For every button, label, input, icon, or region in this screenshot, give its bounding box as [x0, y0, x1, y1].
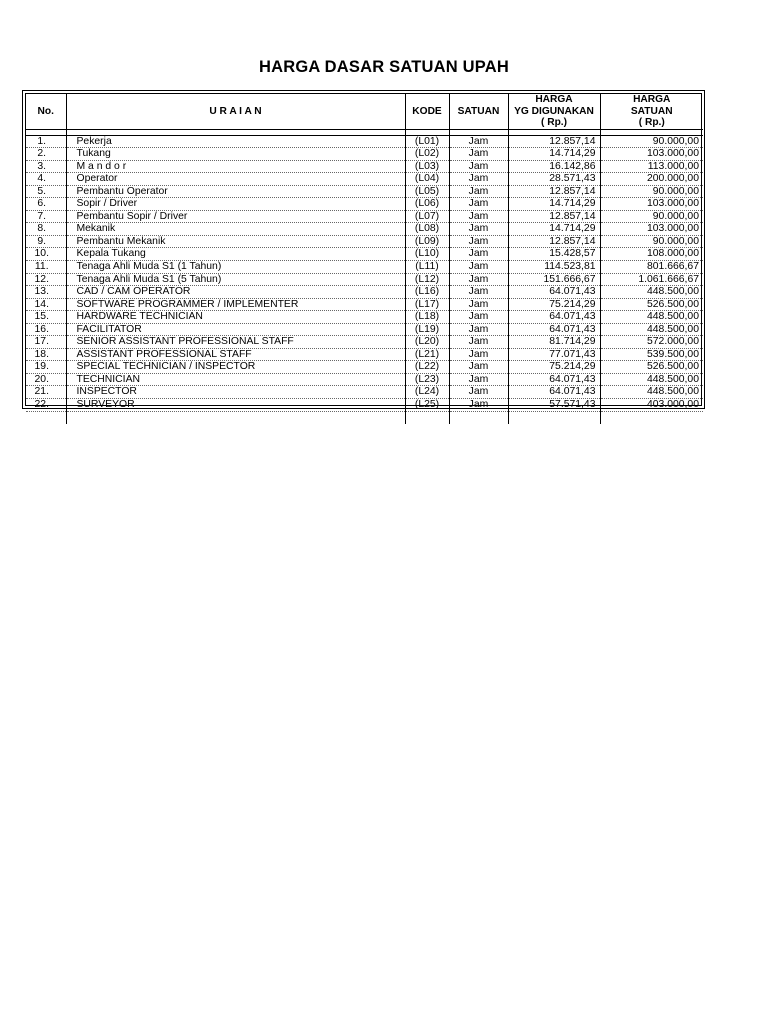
cell-harga-satuan: 113.000,00 [600, 160, 703, 173]
cell-satuan: Jam [449, 348, 508, 361]
cell-no: 16. [26, 323, 66, 336]
cell-harga-satuan: 103.000,00 [600, 198, 703, 211]
header-harga-satuan-line-1: HARGA [633, 94, 671, 105]
cell-harga-satuan: 108.000,00 [600, 248, 703, 261]
table-row [26, 160, 703, 173]
cell-uraian: FACILITATOR [66, 323, 405, 336]
cell-kode: (L05) [405, 185, 449, 198]
header-kode: KODE [405, 94, 449, 129]
table-header [26, 94, 703, 129]
cell-harga-yg-digunakan: 64.071,43 [508, 386, 600, 399]
cell-harga-satuan: 90.000,00 [600, 210, 703, 223]
cell-kode: (L18) [405, 311, 449, 324]
cell-harga-yg-digunakan: 114.523,81 [508, 260, 600, 273]
cell-kode: (L01) [405, 135, 449, 148]
cell-no: 9. [26, 235, 66, 248]
cell-harga-yg-digunakan: 14.714,29 [508, 223, 600, 236]
cell-harga-satuan: 801.666,67 [600, 260, 703, 273]
cell-kode: (L09) [405, 235, 449, 248]
cell-no: 6. [26, 198, 66, 211]
cell-no: 12. [26, 273, 66, 286]
cell-harga-yg-digunakan: 151.666,67 [508, 273, 600, 286]
cell-uraian: SOFTWARE PROGRAMMER / IMPLEMENTER [66, 298, 405, 311]
table-tail-row [26, 411, 703, 424]
cell-satuan: Jam [449, 323, 508, 336]
cell-harga-yg-digunakan: 12.857,14 [508, 185, 600, 198]
table-row [26, 298, 703, 311]
cell-uraian: Mekanik [66, 223, 405, 236]
cell-harga-satuan: 448.500,00 [600, 373, 703, 386]
table-row [26, 273, 703, 286]
table-row [26, 135, 703, 148]
cell-satuan: Jam [449, 160, 508, 173]
cell-harga-yg-digunakan: 64.071,43 [508, 323, 600, 336]
cell-harga-satuan: 526.500,00 [600, 361, 703, 374]
cell-no: 15. [26, 311, 66, 324]
cell-uraian: SENIOR ASSISTANT PROFESSIONAL STAFF [66, 336, 405, 349]
cell-harga-satuan: 572.000,00 [600, 336, 703, 349]
cell-harga-satuan: 103.000,00 [600, 223, 703, 236]
table-row [26, 286, 703, 299]
table-row [26, 398, 703, 411]
cell-harga-satuan: 90.000,00 [600, 135, 703, 148]
header-harga-yg-line-1: HARGA [535, 94, 573, 105]
cell-harga-satuan: 403.000,00 [600, 398, 703, 411]
wage-table [26, 94, 703, 424]
cell-no: 4. [26, 173, 66, 186]
table-row [26, 248, 703, 261]
cell-harga-yg-digunakan: 28.571,43 [508, 173, 600, 186]
cell-uraian: M a n d o r [66, 160, 405, 173]
cell-no: 14. [26, 298, 66, 311]
cell-no: 18. [26, 348, 66, 361]
wage-table-inner [25, 93, 702, 410]
cell-uraian: TECHNICIAN [66, 373, 405, 386]
cell-satuan: Jam [449, 298, 508, 311]
cell-no: 2. [26, 148, 66, 161]
cell-harga-yg-digunakan: 12.857,14 [508, 235, 600, 248]
cell-no: 19. [26, 361, 66, 374]
cell-kode: (L04) [405, 173, 449, 186]
table-row [26, 311, 703, 324]
header-no: No. [26, 94, 66, 129]
cell-no: 11. [26, 260, 66, 273]
cell-satuan: Jam [449, 386, 508, 399]
cell-uraian: SPECIAL TECHNICIAN / INSPECTOR [66, 361, 405, 374]
cell-harga-yg-digunakan: 15.428,57 [508, 248, 600, 261]
cell-kode: (L24) [405, 386, 449, 399]
cell-satuan: Jam [449, 185, 508, 198]
cell-satuan: Jam [449, 223, 508, 236]
header-harga-satuan-line-3: ( Rp.) [638, 117, 665, 128]
table-row [26, 185, 703, 198]
table-row [26, 386, 703, 399]
cell-kode: (L06) [405, 198, 449, 211]
cell-harga-yg-digunakan: 12.857,14 [508, 210, 600, 223]
cell-satuan: Jam [449, 210, 508, 223]
cell-satuan: Jam [449, 273, 508, 286]
cell-harga-yg-digunakan: 64.071,43 [508, 311, 600, 324]
table-row [26, 235, 703, 248]
cell-harga-yg-digunakan: 64.071,43 [508, 373, 600, 386]
cell-kode: (L22) [405, 361, 449, 374]
cell-no: 1. [26, 135, 66, 148]
cell-satuan: Jam [449, 361, 508, 374]
table-row [26, 173, 703, 186]
cell-satuan: Jam [449, 135, 508, 148]
cell-kode: (L11) [405, 260, 449, 273]
cell-kode: (L07) [405, 210, 449, 223]
cell-harga-yg-digunakan: 75.214,29 [508, 361, 600, 374]
header-harga-yg-line-3: ( Rp.) [540, 117, 568, 128]
table-body [26, 129, 703, 424]
cell-satuan: Jam [449, 235, 508, 248]
cell-uraian: SURVEYOR [66, 398, 405, 411]
header-harga-yg-line-2: YG DIGUNAKAN [514, 105, 594, 117]
cell-harga-yg-digunakan: 12.857,14 [508, 135, 600, 148]
cell-uraian: INSPECTOR [66, 386, 405, 399]
cell-harga-satuan: 90.000,00 [600, 185, 703, 198]
cell-harga-satuan: 526.500,00 [600, 298, 703, 311]
cell-harga-satuan: 90.000,00 [600, 235, 703, 248]
cell-satuan: Jam [449, 336, 508, 349]
cell-kode: (L25) [405, 398, 449, 411]
cell-kode: (L21) [405, 348, 449, 361]
cell-no: 3. [26, 160, 66, 173]
cell-harga-yg-digunakan: 77.071,43 [508, 348, 600, 361]
cell-uraian: Tenaga Ahli Muda S1 (5 Tahun) [66, 273, 405, 286]
table-row [26, 336, 703, 349]
cell-harga-satuan: 448.500,00 [600, 323, 703, 336]
cell-satuan: Jam [449, 398, 508, 411]
cell-satuan: Jam [449, 198, 508, 211]
cell-harga-yg-digunakan: 64.071,43 [508, 286, 600, 299]
cell-uraian: Pembantu Operator [66, 185, 405, 198]
wage-table-frame [22, 90, 705, 409]
table-row [26, 323, 703, 336]
cell-harga-satuan: 539.500,00 [600, 348, 703, 361]
cell-uraian: HARDWARE TECHNICIAN [66, 311, 405, 324]
header-harga-satuan [600, 94, 703, 129]
cell-kode: (L20) [405, 336, 449, 349]
table-row [26, 198, 703, 211]
cell-harga-yg-digunakan: 14.714,29 [508, 148, 600, 161]
cell-uraian: Pembantu Sopir / Driver [66, 210, 405, 223]
cell-kode: (L03) [405, 160, 449, 173]
cell-uraian: Operator [66, 173, 405, 186]
cell-no: 17. [26, 336, 66, 349]
cell-harga-yg-digunakan: 16.142,86 [508, 160, 600, 173]
cell-harga-yg-digunakan: 14.714,29 [508, 198, 600, 211]
cell-harga-satuan: 1.061.666,67 [600, 273, 703, 286]
cell-uraian: Sopir / Driver [66, 198, 405, 211]
table-row [26, 373, 703, 386]
cell-satuan: Jam [449, 311, 508, 324]
cell-harga-satuan: 103.000,00 [600, 148, 703, 161]
cell-uraian: Tukang [66, 148, 405, 161]
header-uraian: U R A I A N [66, 94, 405, 129]
cell-harga-satuan: 448.500,00 [600, 286, 703, 299]
cell-harga-satuan: 448.500,00 [600, 386, 703, 399]
cell-no: 7. [26, 210, 66, 223]
cell-kode: (L16) [405, 286, 449, 299]
cell-no: 5. [26, 185, 66, 198]
cell-no: 8. [26, 223, 66, 236]
table-row [26, 223, 703, 236]
table-row [26, 260, 703, 273]
cell-uraian: Tenaga Ahli Muda S1 (1 Tahun) [66, 260, 405, 273]
cell-harga-satuan: 200.000,00 [600, 173, 703, 186]
cell-satuan: Jam [449, 260, 508, 273]
cell-uraian: Kepala Tukang [66, 248, 405, 261]
cell-kode: (L19) [405, 323, 449, 336]
cell-satuan: Jam [449, 373, 508, 386]
cell-uraian: Pembantu Mekanik [66, 235, 405, 248]
cell-kode: (L02) [405, 148, 449, 161]
cell-kode: (L12) [405, 273, 449, 286]
cell-uraian: Pekerja [66, 135, 405, 148]
cell-no: 21. [26, 386, 66, 399]
cell-satuan: Jam [449, 173, 508, 186]
cell-harga-satuan: 448.500,00 [600, 311, 703, 324]
table-row [26, 148, 703, 161]
cell-satuan: Jam [449, 248, 508, 261]
cell-kode: (L08) [405, 223, 449, 236]
cell-kode: (L17) [405, 298, 449, 311]
cell-satuan: Jam [449, 286, 508, 299]
cell-no: 10. [26, 248, 66, 261]
cell-no: 22. [26, 398, 66, 411]
header-harga-satuan-line-2: SATUAN [630, 105, 673, 117]
cell-no: 20. [26, 373, 66, 386]
cell-uraian: CAD / CAM OPERATOR [66, 286, 405, 299]
cell-harga-yg-digunakan: 81.714,29 [508, 336, 600, 349]
table-row [26, 210, 703, 223]
cell-harga-yg-digunakan: 57.571,43 [508, 398, 600, 411]
cell-kode: (L10) [405, 248, 449, 261]
header-satuan: SATUAN [449, 94, 508, 129]
table-row [26, 361, 703, 374]
table-row [26, 348, 703, 361]
header-harga-yg-digunakan [508, 94, 600, 129]
cell-no: 13. [26, 286, 66, 299]
cell-uraian: ASSISTANT PROFESSIONAL STAFF [66, 348, 405, 361]
cell-harga-yg-digunakan: 75.214,29 [508, 298, 600, 311]
cell-satuan: Jam [449, 148, 508, 161]
page-title: HARGA DASAR SATUAN UPAH [259, 58, 509, 76]
cell-kode: (L23) [405, 373, 449, 386]
